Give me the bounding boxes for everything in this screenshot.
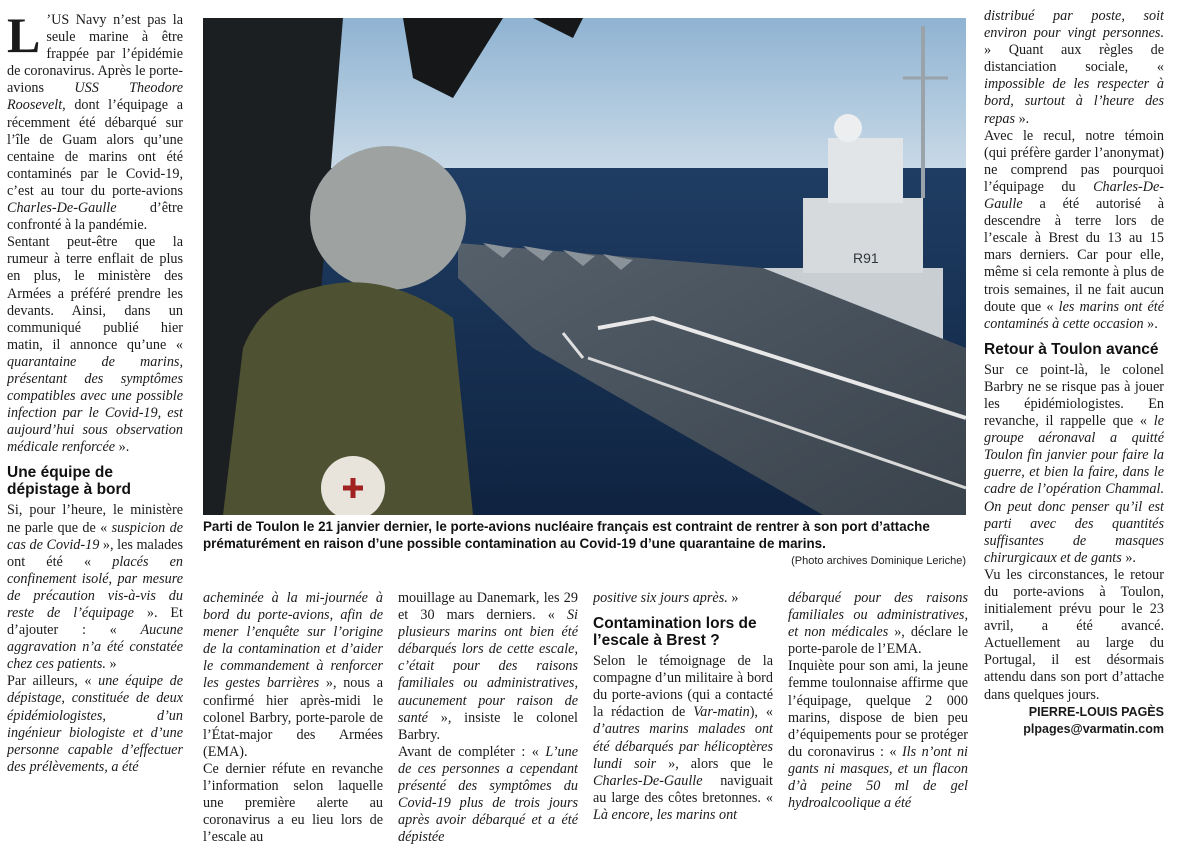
photo-credit: (Photo archives Dominique Leriche) — [791, 555, 966, 567]
lead-paragraph: L ’US Navy n’est pas la seule marine à être frappée par l’épidémie de coronavirus. Après le porte-avions USS Theodore Roosevelt, dont l’équipage a récemment été débarqué sur l’île de Guam alors qu’une centaine de marins ont été contaminés par le Covid-19, c’est au tour du porte-avions Charles-De-Gaulle d’être confronté à la pandémie. — [7, 12, 183, 234]
article-column-4 — [593, 590, 773, 858]
paragraph: Selon le témoignage de la compagne d’un militaire à bord du porte-avions (qui a contacté la rédaction de Var-matin), « d’autres marins malades ont été débarqués par hélicoptères lundi soir », alors que le Charles-De-Gaulle naviguait au large des côtes bretonnes. « Là encore, les marins ont — [593, 653, 773, 823]
article-column-2 — [203, 590, 383, 858]
paragraph: Avec le recul, notre témoin (qui préfère garder l’anonymat) ne comprend pas pourquoi l’équipage du Charles-De-Gaulle a été autorisé à descendre à terre lors de l’escale à Brest du 13 au 15 mars derniers. Car pour elle, même si cela remonte à plus de trois semaines, il ne fait aucun doute que « les marins ont été contaminés à cette occasion ». — [984, 127, 1164, 332]
subheading-retour: Retour à Toulon avancé — [984, 340, 1159, 358]
photo-illustration — [203, 18, 966, 515]
paragraph: mouillage au Danemark, les 29 et 30 mars derniers. « Si plusieurs marins ont bien été débarqués lors de cette escale, c’était pour des raisons familiales ou administratives, aucunement pour raison de santé », insiste le colonel Barbry. — [398, 590, 578, 743]
paragraph: Ce dernier réfute en revanche l’information selon laquelle une première alerte au coronavirus a eu lieu lors de l’escale au — [203, 760, 383, 846]
photo-caption: Parti de Toulon le 21 janvier dernier, le porte-avions nucléaire français est contraint de rentrer à son port d’attache prématurément en raison d’une possible contamination au Covid-19 d’une quarantaine de marins. — [203, 519, 930, 551]
article-column-6 — [984, 8, 1164, 858]
paragraph: Sentant peut-être que la rumeur à terre enflait de plus en plus, le ministère des Armées a préféré prendre les devants. Ainsi, dans un communiqué publié hier matin, il annonce qu’une « quarantaine de marins, présentant des symptômes compatibles avec une possible infection par le Covid-19, est aujourd’hui sous observation médicale renforcée ». — [7, 234, 183, 456]
paragraph: Si, pour l’heure, le ministère ne parle que de « suspicion de cas de Covid-19 », les malades ont été « placés en confinement isolé, par mesure de précaution vis-à-vis du reste de l’équipage ». Et d’ajouter : « Aucune aggravation n’a été constatée chez ces patients. » — [7, 502, 183, 673]
paragraph: acheminée à la mi-journée à bord du porte-avions, afin de mener l’enquête sur l’origine de la contamination et d’aider le commandement à renforcer les gestes barrières », nous a confirmé hier après-midi le colonel Barbry, porte-parole de l’État-major des Armées (EMA). — [203, 590, 383, 760]
article-column-3 — [398, 590, 578, 858]
article-column-5 — [788, 590, 968, 858]
paragraph: Sur ce point-là, le colonel Barbry ne se risque pas à jouer les épidémiologistes. En revanche, il rappelle que « le groupe aéronaval a quitté Toulon fin janvier pour faire la guerre, et bien la faire, dans le cadre de l’opération Chammal. On peut donc penser qu’il est parti avec des quantités suffisantes de masques chirurgicaux et de gants ». — [984, 361, 1164, 566]
paragraph: distribué par poste, soit environ pour vingt personnes. » Quant aux règles de distanciation sociale, « impossible de les respecter à bord, surtout à l’heure des repas ». — [984, 8, 1164, 127]
article-column-1 — [7, 12, 183, 858]
author-email[interactable]: plpages@varmatin.com — [1023, 721, 1164, 736]
paragraph: positive six jours après. » — [593, 590, 739, 606]
paragraph: Vu les circonstances, le retour du porte-avions à Toulon, initialement prévu pour le 23 avril, a été avancé. Actuellement au large du Portugal, il est désormais attendu dans son port d’attache dans quelques jours. — [984, 566, 1164, 703]
hull-number: R91 — [853, 250, 879, 266]
paragraph: Avant de compléter : « L’une de ces personnes a cependant présenté des symptômes du Covid-19 plus de trois jours après avoir débarqué et a été dépistée — [398, 743, 578, 846]
helmet — [310, 146, 466, 290]
radome — [834, 114, 862, 142]
author-name: PIERRE-LOUIS PAGÈS — [1028, 704, 1164, 719]
paragraph: Par ailleurs, « une équipe de dépistage, constituée de deux épidémiologistes, d’un ingénieur biologiste et d’une personne capable d’effectuer des prélèvements, a été — [7, 673, 183, 775]
subheading-depistage: Une équipe de dépistage à bord — [7, 464, 132, 499]
subheading-contamination: Contamination lors de l’escale à Brest ? — [593, 615, 757, 650]
carrier-island-top — [828, 138, 903, 203]
paragraph: débarqué pour des raisons familiales ou administratives, et non médicales », déclare le porte-parole de l’EMA. — [788, 590, 968, 658]
carrier-photo — [203, 18, 966, 515]
paragraph: Inquiète pour son ami, la jeune femme toulonnaise affirme que l’équipage, quelque 2 000 marins, dispose de bien peu d’équipements pour se protéger du coronavirus : « Ils n’ont ni gants ni masques, et un flacon d’à peine 50 ml de gel hydroalcoolique a été — [788, 658, 968, 812]
drop-cap: L — [7, 12, 41, 63]
